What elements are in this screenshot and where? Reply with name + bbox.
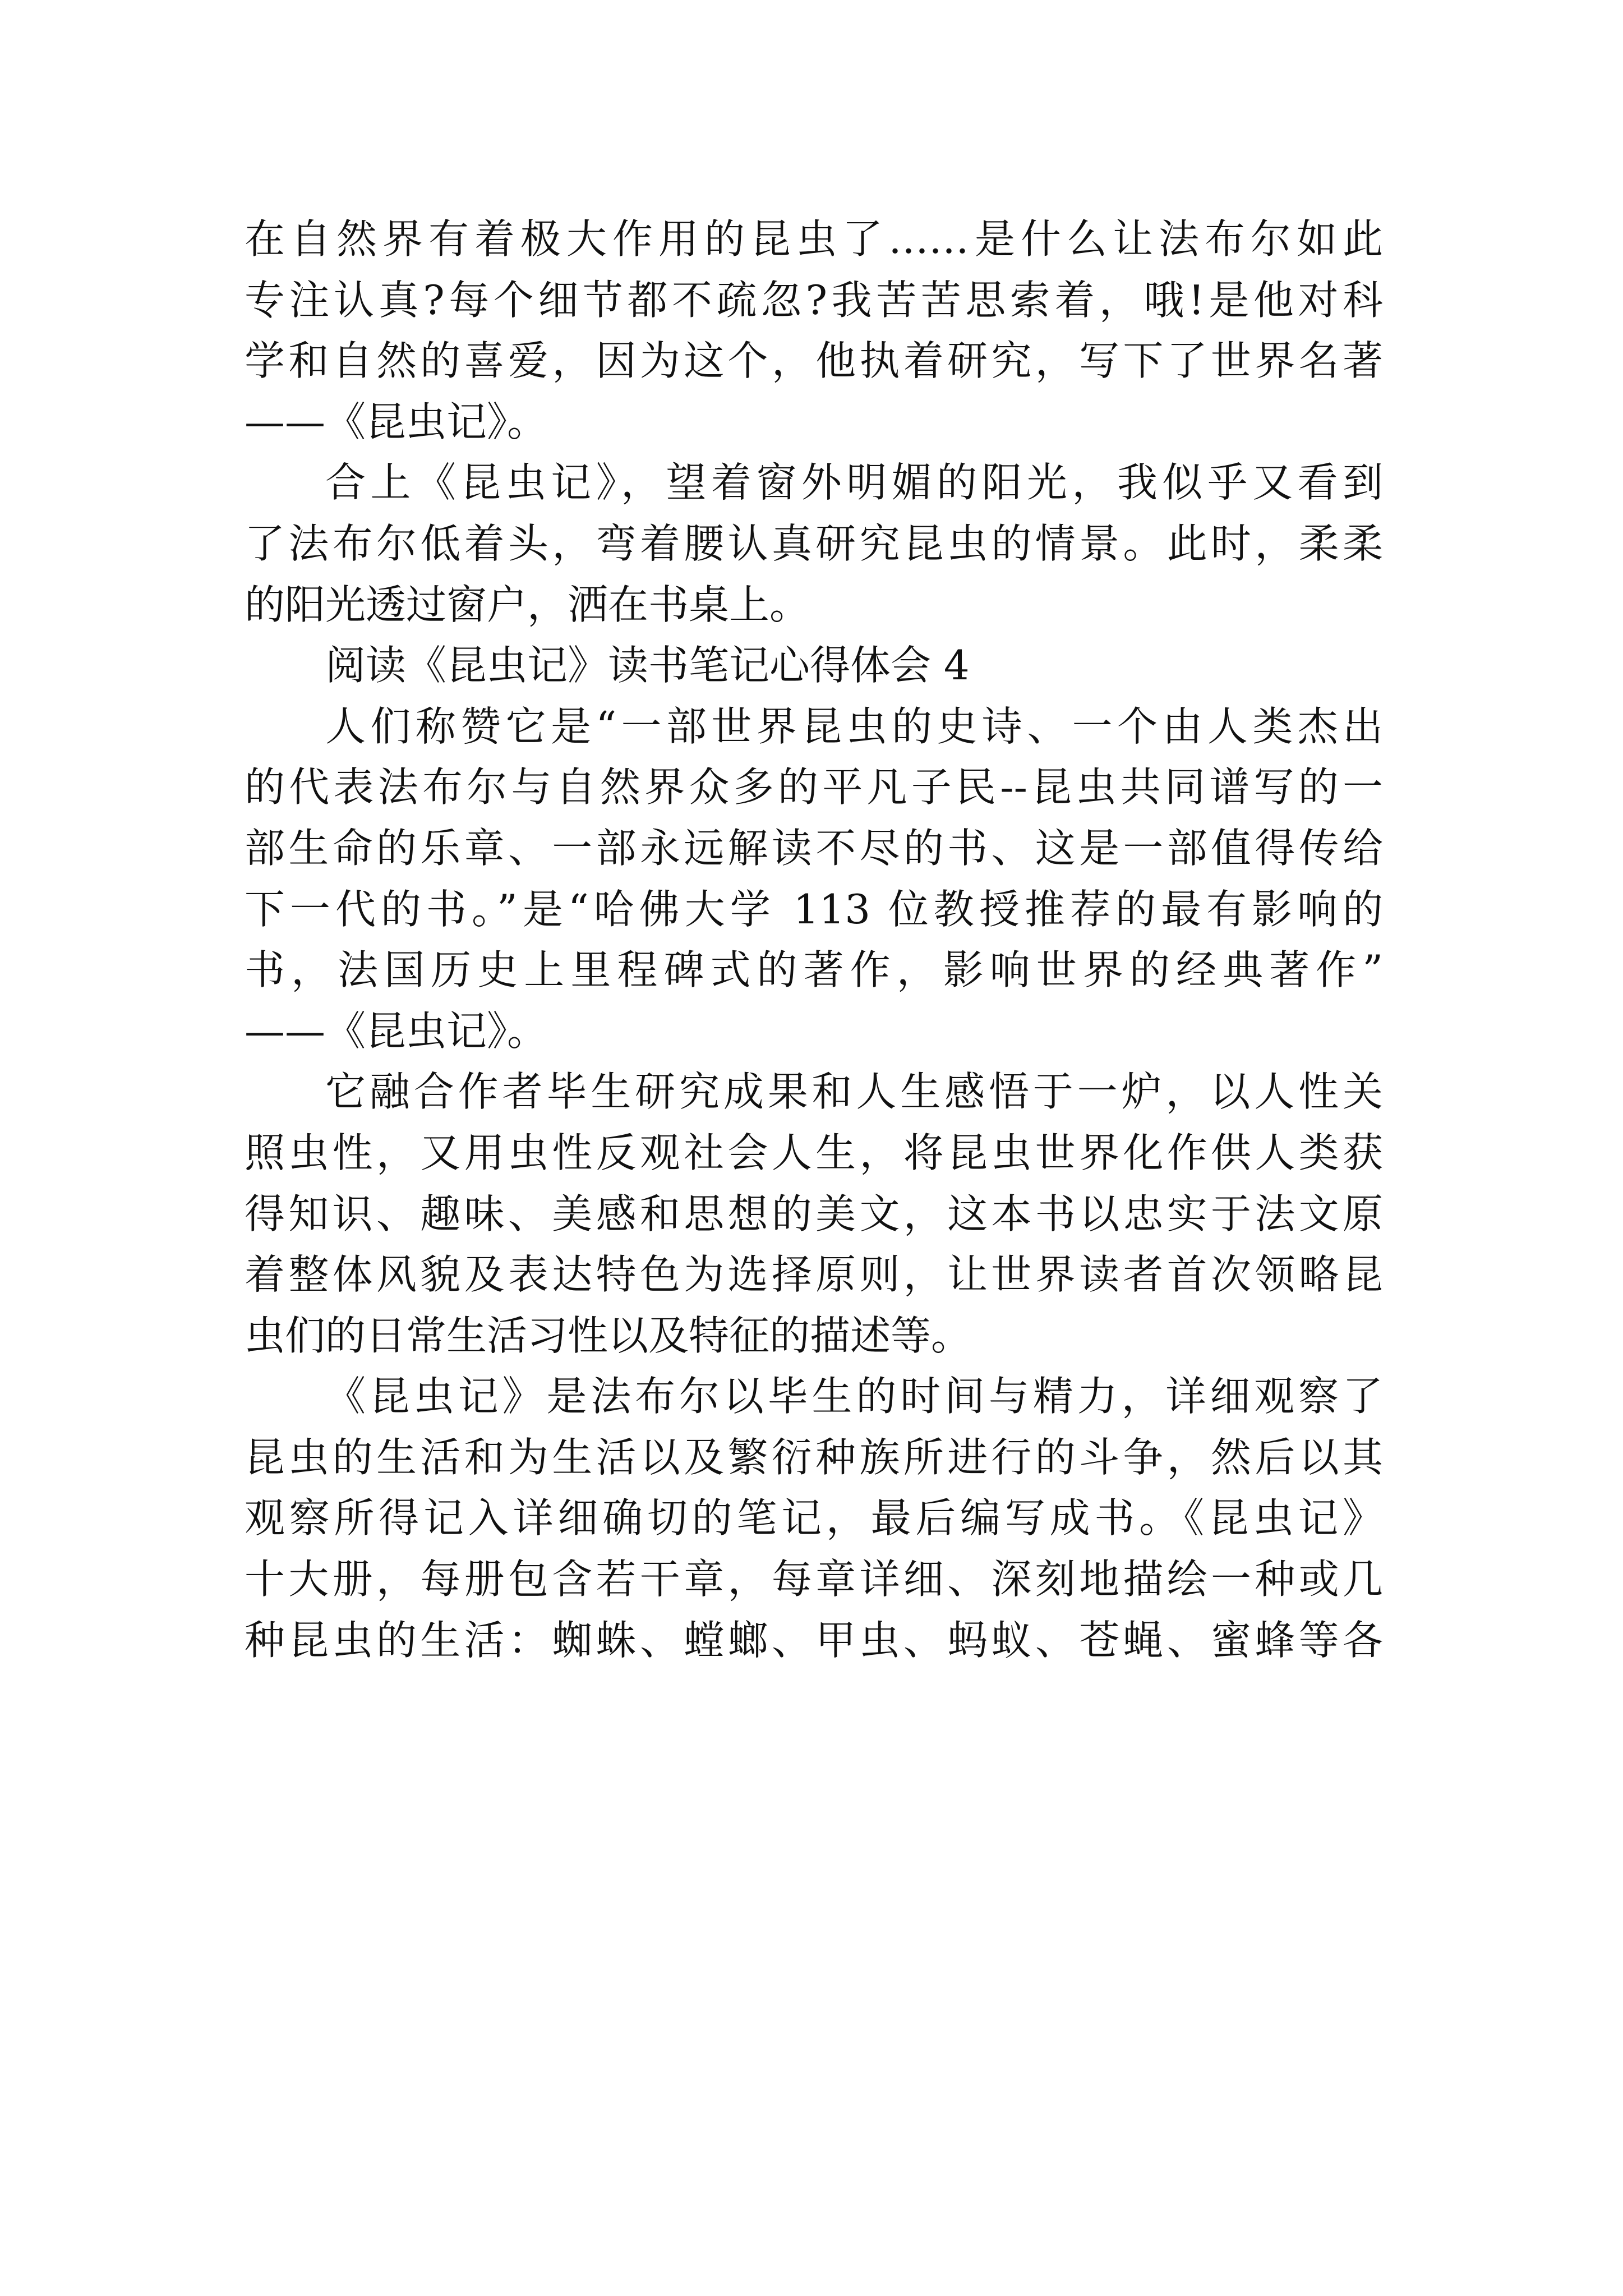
text-line: 下一代的书。”是“哈佛大学 113 位教授推荐的最有影响的	[245, 885, 1383, 933]
text-line: 在自然界有着极大作用的昆虫了……是什么让法布尔如此	[245, 215, 1383, 263]
text-line: ——《昆虫记》。	[245, 398, 548, 445]
text-line: 人们称赞它是“一部世界昆虫的史诗、一个由人类杰出	[325, 702, 1383, 750]
paragraph	[245, 1061, 1383, 1366]
text-line: 书，法国历史上里程碑式的著作，影响世界的经典著作”	[245, 946, 1383, 994]
paragraph	[245, 696, 1383, 1062]
text-line: 观察所得记入详细确切的笔记，最后编写成书。《昆虫记》	[245, 1494, 1383, 1542]
text-line: 部生命的乐章、一部永远解读不尽的书、这是一部值得传给	[245, 824, 1383, 872]
text-line: 了法布尔低着头，弯着腰认真研究昆虫的情景。此时，柔柔	[245, 519, 1383, 567]
section-heading	[245, 635, 1383, 696]
text-line: ——《昆虫记》。	[245, 1007, 548, 1055]
text-line: 的代表法布尔与自然界众多的平凡子民--昆虫共同谱写的一	[245, 763, 1383, 811]
text-line: 虫们的日常生活习性以及特征的描述等。	[245, 1312, 972, 1359]
text-line: 着整体风貌及表达特色为选择原则，让世界读者首次领略昆	[245, 1251, 1383, 1299]
text-line: 照虫性，又用虫性反观社会人生，将昆虫世界化作供人类获	[245, 1129, 1383, 1176]
text-line: 它融合作者毕生研究成果和人生感悟于一炉，以人性关	[325, 1068, 1383, 1116]
text-line: 合上《昆虫记》，望着窗外明媚的阳光，我似乎又看到	[325, 459, 1383, 507]
text-line: 《昆虫记》是法布尔以毕生的时间与精力，详细观察了	[325, 1373, 1383, 1420]
text-line: 的阳光透过窗户，洒在书桌上。	[245, 581, 810, 628]
paragraph	[245, 209, 1383, 452]
text-line: 专注认真?每个细节都不疏忽?我苦苦思索着，哦!是他对科	[245, 276, 1383, 324]
paragraph	[245, 1366, 1383, 1671]
text-line: 学和自然的喜爱，因为这个，他执着研究，写下了世界名著	[245, 337, 1383, 385]
text-line: 得知识、趣味、美感和思想的美文，这本书以忠实于法文原	[245, 1190, 1383, 1237]
text-line: 十大册，每册包含若干章，每章详细、深刻地描绘一种或几	[245, 1556, 1383, 1603]
text-line: 昆虫的生活和为生活以及繁衍种族所进行的斗争，然后以其	[245, 1433, 1383, 1481]
document-body	[245, 209, 1383, 1671]
paragraph	[245, 452, 1383, 635]
text-line: 种昆虫的生活：蜘蛛、螳螂、甲虫、蚂蚁、苍蝇、蜜蜂等各	[245, 1616, 1383, 1664]
text-line: 阅读《昆虫记》读书笔记心得体会 4	[325, 642, 970, 689]
